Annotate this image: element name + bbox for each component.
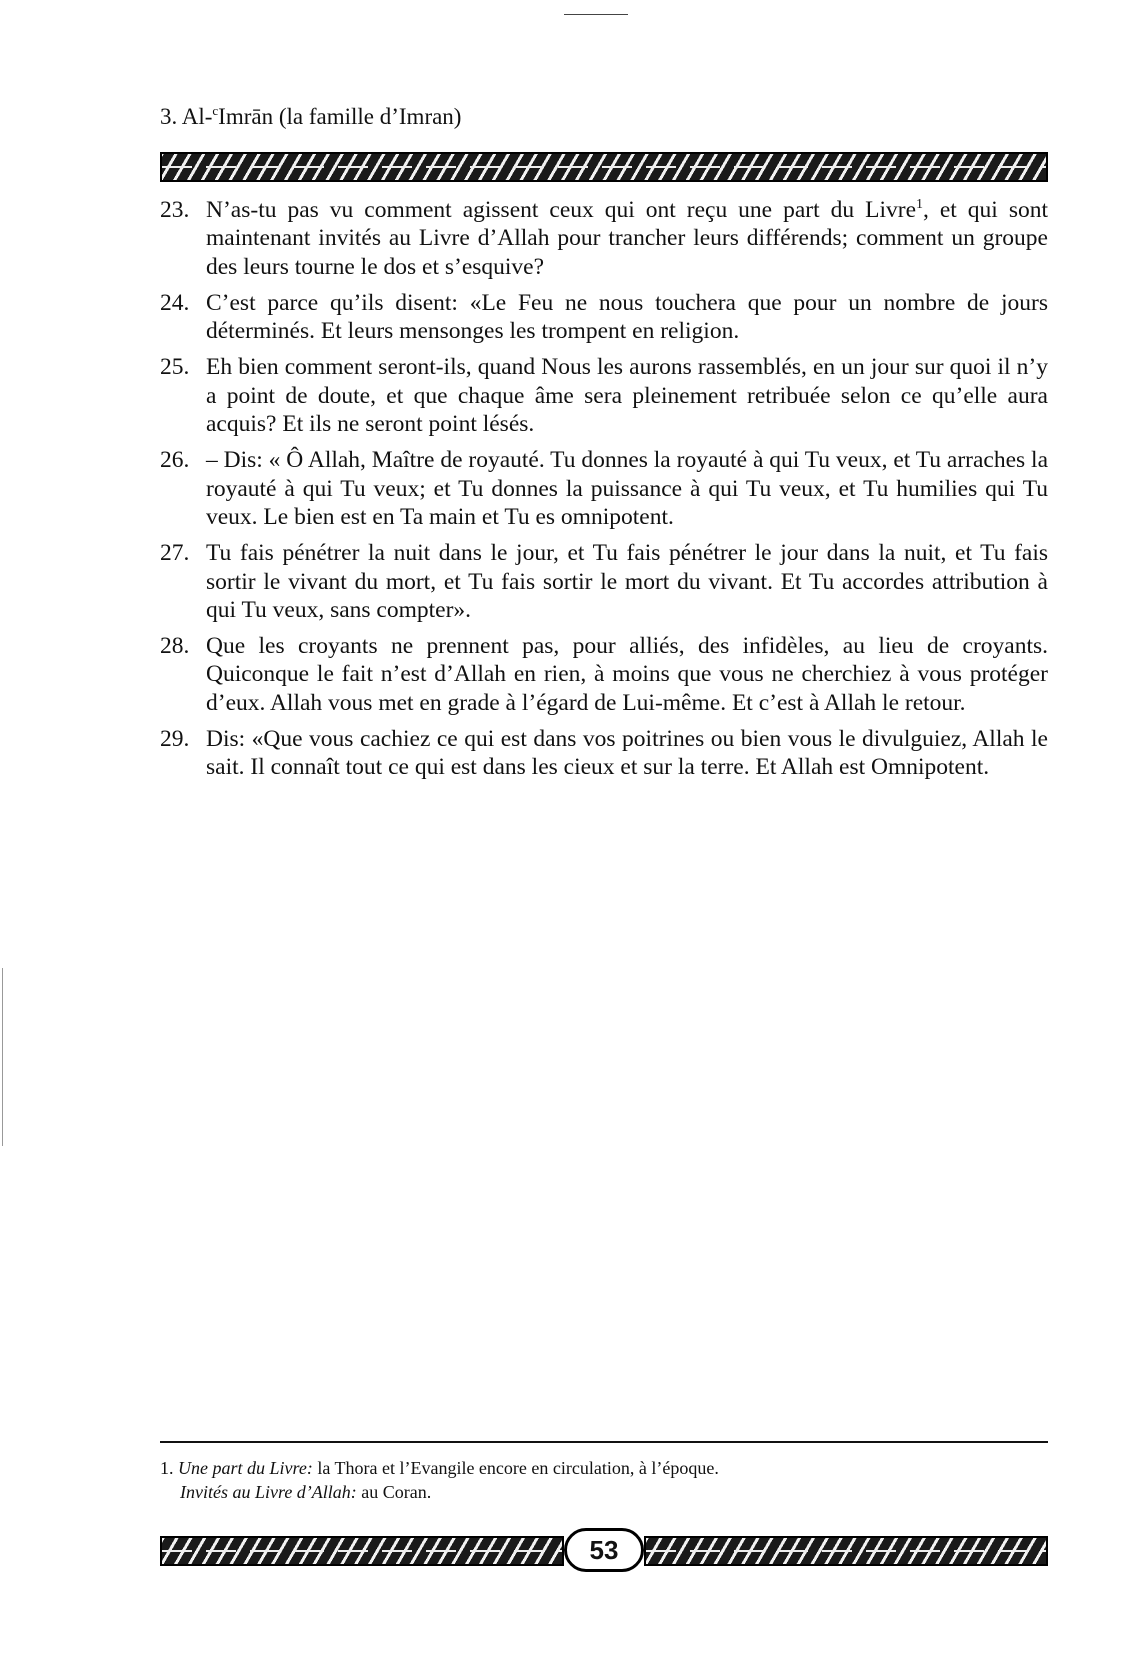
verse-text: Dis: «Que vous cachiez ce qui est dans vos poitrines ou bien vous le divulguiez, Allah le sait. Il connaît tout ce qui est dans les cieux et sur la terre. Et Allah est Omnipotent. [206, 726, 1048, 781]
verse-text: Que les croyants ne prennent pas, pour alliés, des infidèles, au lieu de croyants. Quiconque le fait n’est d’Allah en rien, à moins que vous ne cherchiez à vous protéger d’eux. Allah vous met en grade à l’égard de Lui-même. Et c’est à Allah le retour. [206, 633, 1048, 716]
verse-25 [160, 353, 1048, 438]
running-head-number: 3. Al- [160, 104, 213, 129]
verse-text: – Dis: « Ô Allah, Maître de royauté. Tu donnes la royauté à qui Tu veux, et Tu arraches la royauté à qui Tu veux; et Tu donnes la puissance à qui Tu veux, et Tu humilies qui Tu veux. Le bien est en Ta main et Tu es omnipotent. [206, 447, 1048, 530]
footnote-term: Une part du Livre: [178, 1458, 313, 1478]
footnote-ref-1: 1 [916, 197, 923, 212]
verse-24 [160, 289, 1048, 346]
verse-28 [160, 632, 1048, 717]
verse-number: 26. [160, 447, 190, 474]
verse-number: 27. [160, 540, 190, 567]
verse-27 [160, 539, 1048, 624]
footnote-rule [160, 1441, 1048, 1443]
verse-number: 25. [160, 354, 190, 381]
verse-29 [160, 725, 1048, 782]
page-number: 53 [564, 1528, 644, 1572]
footnote-1-continued [160, 1480, 1048, 1504]
verse-23 [160, 196, 1048, 281]
running-head [160, 96, 461, 132]
ornamental-border-left [160, 1536, 564, 1566]
ornamental-border-top [160, 152, 1048, 182]
scan-mark [2, 968, 3, 1146]
ornamental-border-right [644, 1536, 1048, 1566]
verse-number: 29. [160, 726, 190, 753]
verse-number: 28. [160, 633, 190, 660]
verse-text: C’est parce qu’ils disent: «Le Feu ne nous touchera que pour un nombre de jours déterminés. Et leurs mensonges les trompent en religion. [206, 289, 1048, 345]
verse-text: Tu fais pénétrer la nuit dans le jour, et Tu fais pénétrer le jour dans la nuit, et Tu fais sortir le vivant du mort, et Tu fais sortir le mort du vivant. Et Tu accordes attribution à qui Tu veux, sans compter». [206, 540, 1048, 623]
footnote-term: Invités au Livre d’Allah: [180, 1482, 357, 1502]
verse-text: N’as-tu pas vu comment agissent ceux qui ont reçu une part du Livre$^1$, et qui sont maintenant invités au Livre d’Allah pour trancher leurs différends; comment un groupe des leurs tourne le dos et s’esquive? [206, 197, 1048, 280]
running-head-mark: c [212, 103, 219, 118]
verse-number: 24. [160, 289, 190, 316]
page-footer [160, 1528, 1048, 1572]
footnotes [160, 1456, 1048, 1504]
verse-26 [160, 446, 1048, 531]
verse-list [160, 196, 1048, 790]
footnote-1 [160, 1456, 1048, 1480]
footnote-text: la Thora et l’Evangile encore en circulation, à l’époque. [312, 1458, 719, 1478]
verse-text: Eh bien comment seront-ils, quand Nous les aurons rassemblés, en un jour sur quoi il n’y a point de doute, et que chaque âme sera pleinement retribuée selon ce qu’elle aura acquis? Et ils ne seront point lésés. [206, 354, 1048, 438]
footnote-number: 1. [160, 1458, 174, 1478]
verse-number: 23. [160, 197, 190, 223]
running-head-title: Imrān (la famille d’Imran) [218, 104, 462, 129]
footnote-text: au Coran. [356, 1482, 432, 1502]
top-rule [564, 14, 628, 15]
